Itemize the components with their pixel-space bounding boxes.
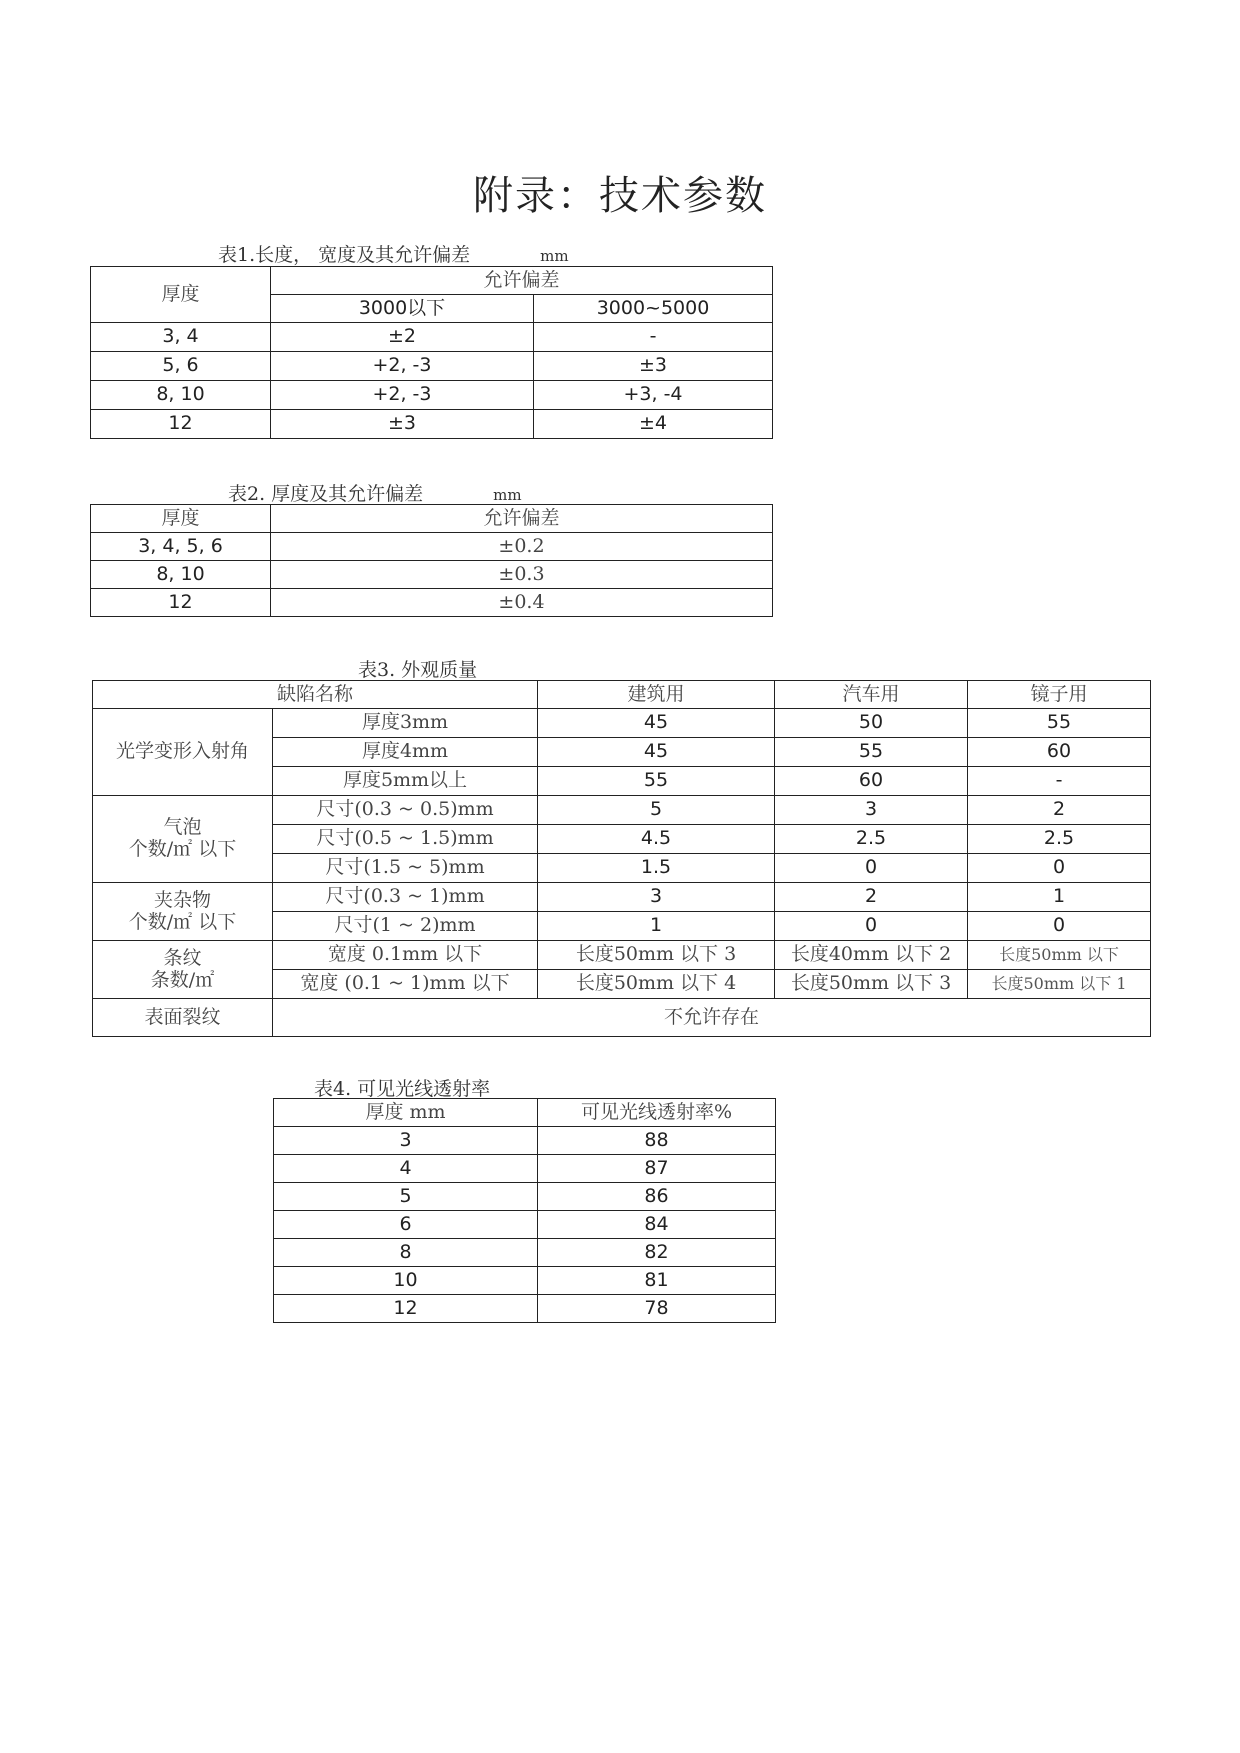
table3-header-building: 建筑用 [538,681,775,709]
table4-cell-rate: 86 [538,1183,776,1211]
table3-cell-sub: 尺寸(0.3 ~ 1)mm [273,883,538,912]
table3-cell-mirror: 60 [968,738,1151,767]
table4-cell-thickness: 4 [274,1155,538,1183]
table4-header-thickness: 厚度 mm [274,1099,538,1127]
table3-cell-building: 1 [538,912,775,941]
table3-cell-auto: 3 [775,796,968,825]
table4-cell-thickness: 12 [274,1295,538,1323]
table1-cell-thickness: 12 [91,410,271,439]
table3-header-mirror: 镜子用 [968,681,1151,709]
table3-cell-building: 5 [538,796,775,825]
table1-cell-thickness: 8, 10 [91,381,271,410]
table3-cell-mirror: 2.5 [968,825,1151,854]
table2-unit: mm [493,486,522,504]
table3-cell-building: 1.5 [538,854,775,883]
table-row [91,589,773,617]
table3-cell-building: 45 [538,709,775,738]
table2-cell-tolerance: ±0.4 [271,589,773,617]
table3-cell-sub: 尺寸(0.5 ~ 1.5)mm [273,825,538,854]
table-row [91,561,773,589]
table3-header-row [93,681,1151,709]
table3-bubble-label-line1: 气泡 [163,816,202,839]
table1-cell-thickness: 3, 4 [91,323,271,352]
table4-cell-rate: 81 [538,1267,776,1295]
table1-cell-col2: ±3 [534,352,773,381]
table4-cell-thickness: 10 [274,1267,538,1295]
table4-header-rate: 可见光线透射率% [538,1099,776,1127]
table3-cell-auto: 2 [775,883,968,912]
table3-bubble-label-line2: 个数/㎡ 以下 [128,838,237,860]
table3-cell-mirror: 0 [968,912,1151,941]
table2-cell-thickness: 3, 4, 5, 6 [91,533,271,561]
table-row [93,796,1151,825]
page-title: 附录：技术参数 [473,173,767,219]
table3-cell-mirror: 1 [968,883,1151,912]
table2-header-tolerance: 允许偏差 [271,505,773,533]
table1-header-col1: 3000以下 [271,295,534,323]
table3-stripe-label [93,941,273,999]
table3-inclusion-label-line1: 夹杂物 [153,888,211,911]
table3-cell-building: 55 [538,767,775,796]
table3-cell-auto: 55 [775,738,968,767]
table4 [273,1098,776,1323]
table3-cell-sub: 尺寸(1 ~ 2)mm [273,912,538,941]
table-row [274,1267,776,1295]
table-row [93,941,1151,970]
table3-cell-auto: 60 [775,767,968,796]
table3-stripe-label-line2: 条数/㎡ [150,968,215,991]
table3-header-auto: 汽车用 [775,681,968,709]
table3-cell-auto: 长度50mm 以下 3 [775,970,968,999]
table-row [91,410,773,439]
table1-header-col2: 3000~5000 [534,295,773,323]
table4-cell-rate: 88 [538,1127,776,1155]
table-row [93,883,1151,912]
table3-cell-sub: 厚度4mm [273,738,538,767]
table-row [274,1183,776,1211]
table3-cell-mirror: - [968,767,1151,796]
table3-inclusion-label-line2: 个数/㎡ 以下 [128,910,237,933]
table-row [274,1211,776,1239]
table3-cell-building: 4.5 [538,825,775,854]
table3-cell-auto: 0 [775,854,968,883]
table2 [90,504,773,617]
table3 [92,680,1151,1037]
table3-bubble-label [93,796,273,883]
table2-cell-tolerance: ±0.3 [271,561,773,589]
table1-cell-col1: ±3 [271,410,534,439]
table1 [90,266,773,439]
table-row [93,999,1151,1037]
table3-caption: 表3. 外观质量 [358,659,478,681]
table3-header-defect: 缺陷名称 [93,681,538,709]
table-row [93,709,1151,738]
table3-cell-auto: 0 [775,912,968,941]
table-row [274,1295,776,1323]
table2-cell-thickness: 12 [91,589,271,617]
table3-cell-mirror: 长度50mm 以下 [968,941,1151,970]
table3-inclusion-label [93,883,273,941]
table3-crack-value: 不允许存在 [273,999,1151,1037]
table4-cell-thickness: 6 [274,1211,538,1239]
table4-cell-rate: 84 [538,1211,776,1239]
table1-caption [218,240,569,267]
table2-caption [228,479,522,506]
table2-header-thickness: 厚度 [91,505,271,533]
table1-cell-col1: +2, -3 [271,352,534,381]
table4-cell-thickness: 5 [274,1183,538,1211]
table3-cell-mirror: 0 [968,854,1151,883]
table3-cell-auto: 50 [775,709,968,738]
table3-stripe-label-line1: 条纹 [163,946,202,969]
table3-cell-auto: 2.5 [775,825,968,854]
table1-cell-thickness: 5, 6 [91,352,271,381]
table3-cell-sub: 宽度 (0.1 ~ 1)mm 以下 [273,970,538,999]
table3-optical-label: 光学变形入射角 [93,709,273,796]
table1-cell-col2: ±4 [534,410,773,439]
table1-unit: mm [540,247,569,265]
table4-cell-rate: 87 [538,1155,776,1183]
table3-cell-sub: 厚度3mm [273,709,538,738]
table1-cell-col2: - [534,323,773,352]
table1-cell-col2: +3, -4 [534,381,773,410]
table4-cell-rate: 78 [538,1295,776,1323]
table-row [274,1239,776,1267]
table3-cell-building: 3 [538,883,775,912]
table3-cell-building: 45 [538,738,775,767]
table2-cell-tolerance: ±0.2 [271,533,773,561]
table4-caption: 表4. 可见光线透射率 [314,1078,491,1100]
table3-cell-mirror: 2 [968,796,1151,825]
table-row [91,533,773,561]
table2-header-row [91,505,773,533]
table1-cell-col1: ±2 [271,323,534,352]
table4-header-row [274,1099,776,1127]
table3-cell-mirror: 55 [968,709,1151,738]
table1-caption-text: 表1.长度， 宽度及其允许偏差 [218,244,471,266]
table1-header-thickness: 厚度 [91,267,271,323]
table2-caption-text: 表2. 厚度及其允许偏差 [228,483,424,505]
table3-cell-building: 长度50mm 以下 4 [538,970,775,999]
table1-header-row [91,267,773,295]
table3-cell-sub: 宽度 0.1mm 以下 [273,941,538,970]
table4-cell-thickness: 8 [274,1239,538,1267]
table3-cell-sub: 厚度5mm以上 [273,767,538,796]
table3-cell-auto: 长度40mm 以下 2 [775,941,968,970]
table3-cell-mirror: 长度50mm 以下 1 [968,970,1151,999]
table3-crack-label: 表面裂纹 [93,999,273,1037]
table-row [274,1127,776,1155]
table-row [91,323,773,352]
table4-cell-thickness: 3 [274,1127,538,1155]
table-row [91,352,773,381]
table1-cell-col1: +2, -3 [271,381,534,410]
table4-cell-rate: 82 [538,1239,776,1267]
table3-cell-building: 长度50mm 以下 3 [538,941,775,970]
table2-cell-thickness: 8, 10 [91,561,271,589]
table1-header-group: 允许偏差 [271,267,773,295]
table-row [274,1155,776,1183]
table3-cell-sub: 尺寸(0.3 ~ 0.5)mm [273,796,538,825]
table3-cell-sub: 尺寸(1.5 ~ 5)mm [273,854,538,883]
table-row [91,381,773,410]
